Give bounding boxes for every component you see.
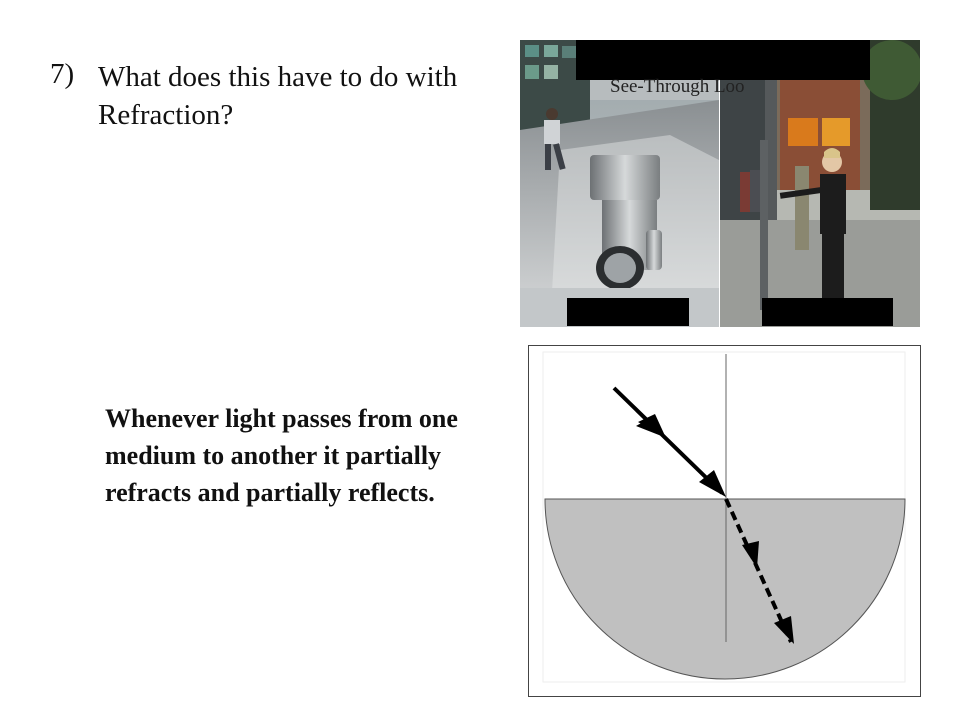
photo-right bbox=[720, 40, 920, 327]
refraction-diagram-svg bbox=[529, 346, 920, 696]
question-text: What does this have to do with Refraction? bbox=[98, 61, 458, 131]
photo-top-black-bar bbox=[576, 40, 870, 80]
photo-left-bottom-black-bar bbox=[567, 298, 689, 326]
question-number: 7) bbox=[50, 58, 75, 90]
refraction-diagram bbox=[528, 345, 921, 697]
mirrored-booth-photo bbox=[720, 40, 920, 327]
photo-caption: See-Through Loo bbox=[610, 76, 745, 97]
photo-right-bottom-black-bar bbox=[762, 298, 893, 326]
answer-text: Whenever light passes from one medium to another it partially refracts and partially reflects. bbox=[105, 404, 458, 507]
